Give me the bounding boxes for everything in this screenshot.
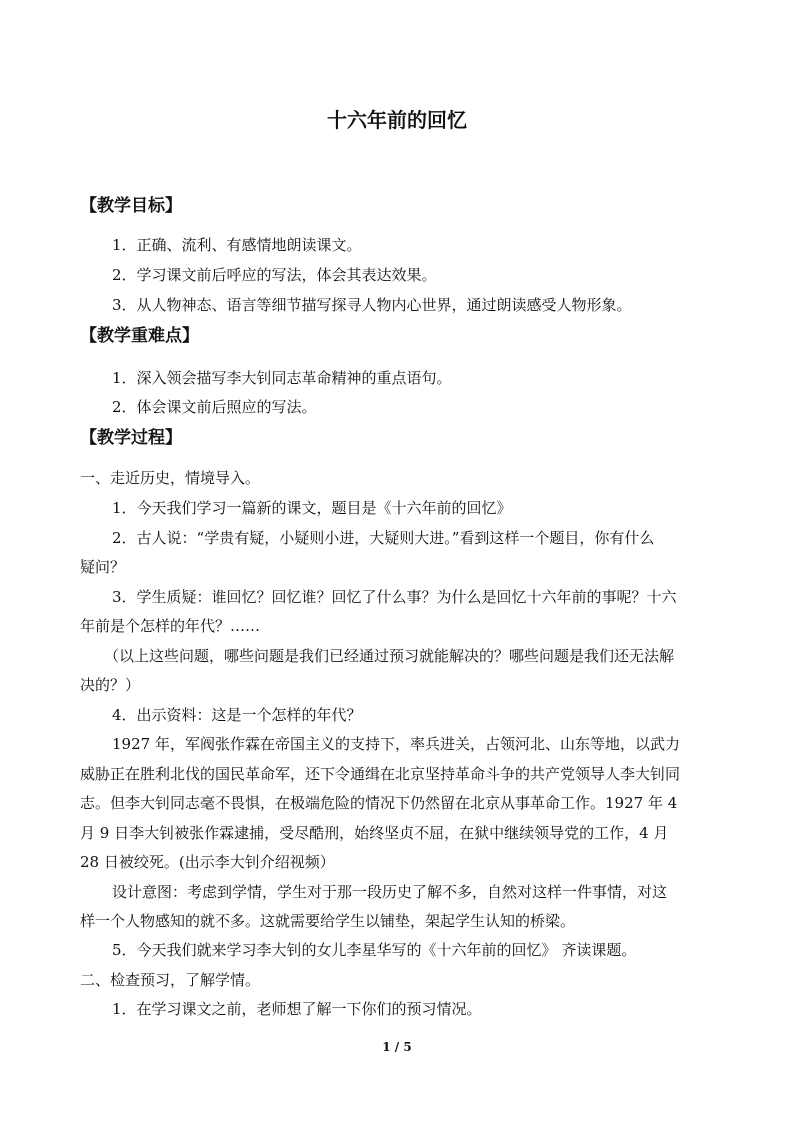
paragraph: 设计意图：考虑到学情，学生对于那一段历史了解不多，自然对这样一件事情，对这 (112, 883, 668, 901)
paragraph: 1．在学习课文之前，老师想了解一下你们的预习情况。 (112, 1000, 482, 1018)
paragraph: 疑问？ (80, 558, 126, 576)
paragraph: 5．今天我们就来学习李大钊的女儿李星华写的《十六年前的回忆》 齐读课题。 (112, 941, 637, 959)
part-heading-1: 一、走近历史，情境导入。 (80, 469, 261, 487)
paragraph: 志。但李大钊同志毫不畏惧，在极端危险的情况下仍然留在北京从事革命工作。1927 年 4 (80, 794, 678, 812)
paragraph: 1．今天我们学习一篇新的课文，题目是《十六年前的回忆》 (112, 499, 512, 517)
paragraph: 样一个人物感知的就不多。这就需要给学生以铺垫，架起学生认知的桥梁。 (80, 912, 576, 930)
paragraph: 决的？） (80, 676, 141, 694)
paragraph: 3．学生质疑：谁回忆？回忆谁？回忆了什么事？为什么是回忆十六年前的事呢？十六 (112, 588, 677, 606)
goal-item-1: 1．正确、流利、有感情地朗读课文。 (112, 236, 362, 254)
paragraph: 4．出示资料：这是一个怎样的年代？ (112, 706, 362, 724)
paragraph: 威胁正在胜利北伐的国民革命军，还下令通缉在北京坚持革命斗争的共产党领导人李大钊同 (80, 765, 681, 783)
paragraph: （以上这些问题，哪些问题是我们已经通过预习就能解决的？哪些问题是我们还无法解 (104, 647, 675, 665)
paragraph: 月 9 日李大钊被张作霖逮捕，受尽酷刑，始终坚贞不屈，在狱中继续领导党的工作，4 月 (80, 824, 669, 842)
section-heading-goals: 【教学目标】 (80, 196, 182, 216)
document-title: 十六年前的回忆 (327, 108, 467, 132)
key-point-item-2: 2．体会课文前后照应的写法。 (112, 398, 317, 416)
section-heading-key-points: 【教学重难点】 (80, 326, 199, 346)
paragraph: 28 日被绞死。(出示李大钊介绍视频） (80, 853, 335, 871)
key-point-item-1: 1．深入领会描写李大钊同志革命精神的重点语句。 (112, 369, 452, 387)
goal-item-2: 2．学习课文前后呼应的写法，体会其表达效果。 (112, 266, 437, 284)
section-heading-process: 【教学过程】 (80, 428, 182, 448)
paragraph: 1927 年，军阀张作霖在帝国主义的支持下，率兵进关，占领河北、山东等地，以武力 (112, 735, 680, 753)
part-heading-2: 二、检查预习，了解学情。 (80, 971, 261, 989)
paragraph: 2．古人说：“学贵有疑，小疑则小进，大疑则大进。”看到这样一个题目，你有什么 (112, 529, 655, 547)
page-number: 1 / 5 (382, 1040, 412, 1054)
goal-item-3: 3．从人物神态、语言等细节描写探寻人物内心世界，通过朗读感受人物形象。 (112, 296, 632, 314)
paragraph: 年前是个怎样的年代？…… (80, 617, 261, 635)
